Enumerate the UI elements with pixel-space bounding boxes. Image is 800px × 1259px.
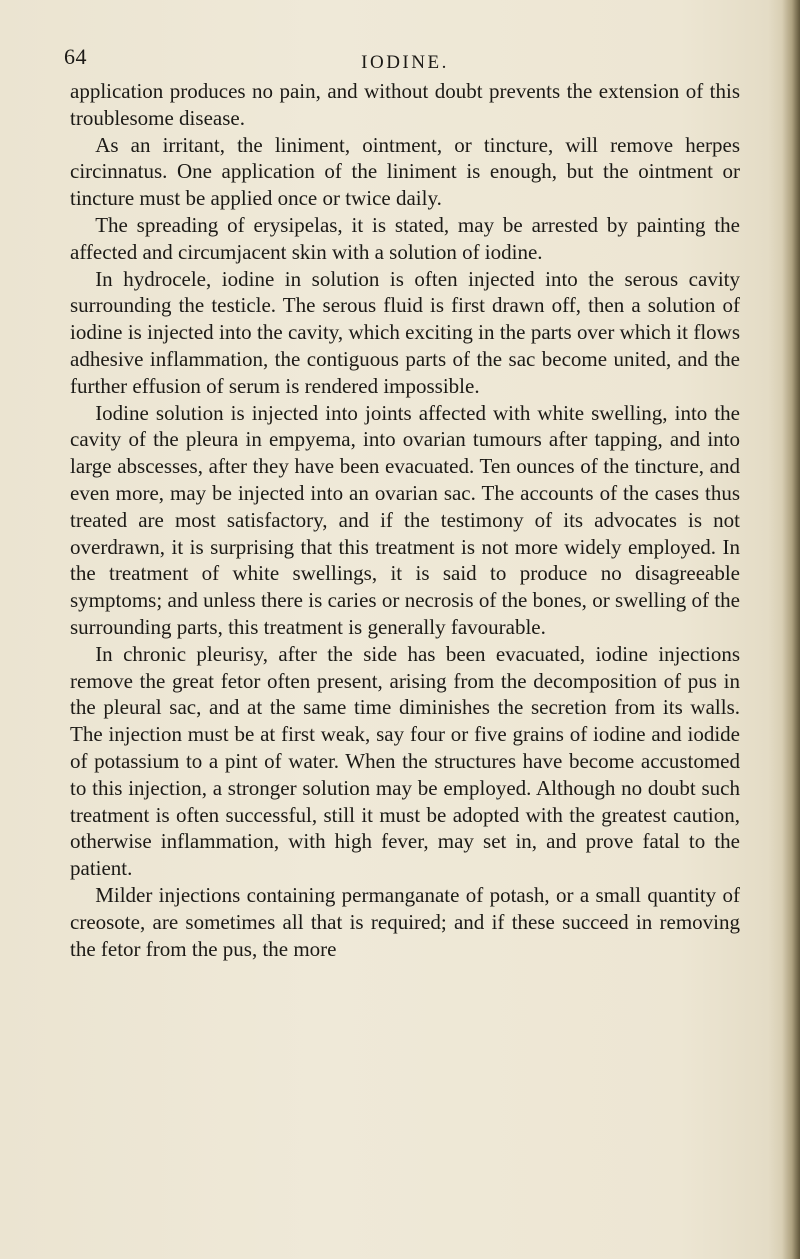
paragraph: In hydrocele, iodine in solution is often injected into the serous cavity surrounding the testicle. The serous fluid is first drawn off, then a solution of iodine is injected into the cavity, which exciting in the parts over which it flows adhesive inflammation, the contiguous parts of the sac become united, and the further effusion of serum is rendered impossible. <box>70 266 740 398</box>
running-head: IODINE. <box>361 52 449 73</box>
page-header <box>64 44 740 76</box>
paragraph: Milder injections containing permanganate of potash, or a small quantity of creosote, are sometimes all that is required; and if these succeed in removing the fetor from the pus, the more <box>70 882 740 961</box>
paragraph: Iodine solution is injected into joints affected with white swelling, into the cavity of the pleura in empyema, into ovarian tumours after tapping, and into large abscesses, after they have been evacuated. Ten ounces of the tincture, and even more, may be injected into an ovarian sac. The accounts of the cases thus treated are most satisfactory, and if the testimony of its advocates is not overdrawn, it is surprising that this treatment is not more widely employed. In the treatment of white swellings, it is said to produce no disagreeable symptoms; and unless there is caries or necrosis of the bones, or swelling of the surrounding parts, this treatment is generally favourable. <box>70 400 740 639</box>
paragraph: In chronic pleurisy, after the side has been evacuated, iodine injections remove the great fetor often present, arising from the decomposition of pus in the pleural sac, and at the same time diminishes the secretion from its walls. The injection must be at first weak, say four or five grains of iodine and iodide of potassium to a pint of water. When the structures have become accustomed to this injection, a stronger solution may be employed. Although no doubt such treatment is often successful, still it must be adopted with the greatest caution, otherwise inflammation, with high fever, may set in, and prove fatal to the patient. <box>70 641 740 881</box>
page-edge-shadow <box>782 0 800 1259</box>
page-number: 64 <box>64 44 87 69</box>
paragraph: application produces no pain, and without doubt prevents the extension of this troublesome disease. <box>70 79 740 130</box>
paragraph: As an irritant, the liniment, ointment, or tincture, will remove herpes circinnatus. One application of the liniment is enough, but the ointment or tincture must be applied once or twice daily. <box>70 132 740 211</box>
paragraph: The spreading of erysipelas, it is stated, may be arrested by painting the affected and circumjacent skin with a solution of iodine. <box>70 212 740 264</box>
body-text <box>70 78 740 962</box>
